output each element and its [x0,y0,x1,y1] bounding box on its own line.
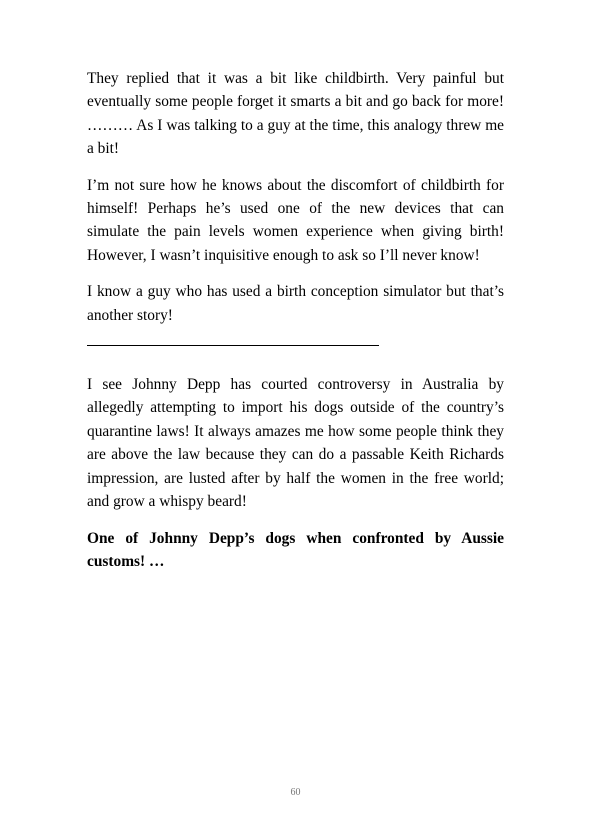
paragraph-discomfort: I’m not sure how he knows about the discomfort of childbirth for himself! Perhaps he’s used one of the new devices that can simulate the pain levels women experience when giving birth! However, I wasn’t inquisitive enough to ask so I’ll never know! [87,176,504,264]
page-body [87,67,504,586]
paragraph-childbirth-analogy: They replied that it was a bit like childbirth. Very painful but eventually some people forget it smarts a bit and go back for more! ……… As I was talking to a guy at the time, this analogy threw me a bit! [87,70,504,158]
section-divider [87,345,379,346]
bold-caption: One of Johnny Depp’s dogs when confronted by Aussie customs! … [87,529,504,570]
paragraph-simulator: I know a guy who has used a birth conception simulator but that’s another story! [87,283,504,324]
page-number: 60 [290,787,301,798]
paragraph-johnny-depp: I see Johnny Depp has courted controversy in Australia by allegedly attempting to import his dogs outside of the country’s quarantine laws! It always amazes me how some people think they are above the law because they can do a passable Keith Richards impression, are lusted after by half the women in the free world; and grow a whispy beard! [87,376,504,511]
